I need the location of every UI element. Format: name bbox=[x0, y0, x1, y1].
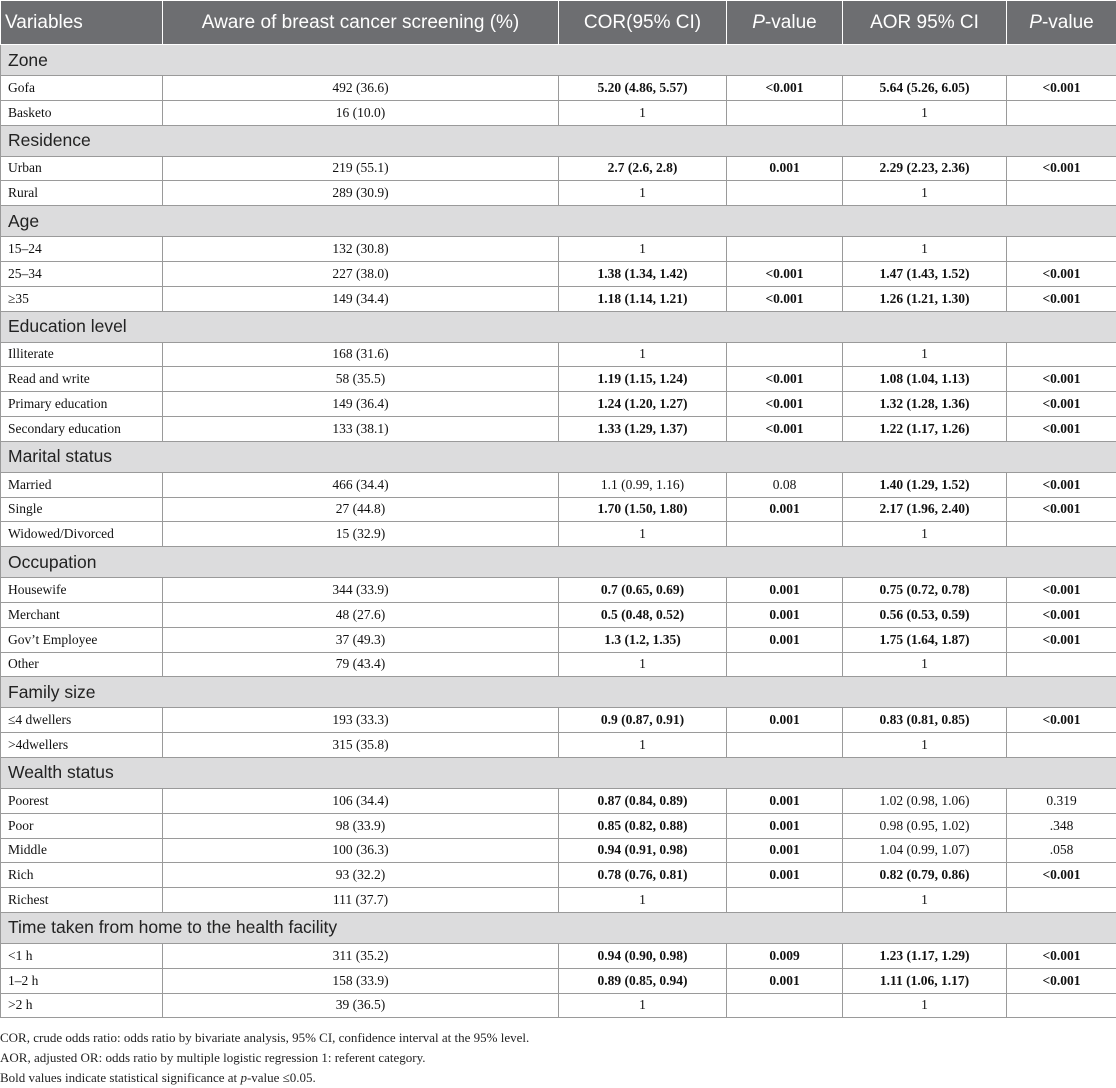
table-row bbox=[1, 788, 1116, 813]
cell-aor: 1.47 (1.43, 1.52) bbox=[843, 261, 1007, 286]
footnote-cor: COR, crude odds ratio: odds ratio by bivariate analysis, 95% CI, confidence interval at the 95% level. bbox=[0, 1030, 530, 1045]
cell-p-value-aor: <0.001 bbox=[1007, 286, 1116, 311]
cell-aor: 1.08 (1.04, 1.13) bbox=[843, 367, 1007, 392]
header-variables: Variables bbox=[1, 1, 163, 45]
cell-p-value-cor: 0.009 bbox=[727, 943, 843, 968]
cell-p-value-aor: <0.001 bbox=[1007, 497, 1116, 522]
footnote-bold bbox=[0, 1068, 1110, 1088]
cell-p-value-cor: <0.001 bbox=[727, 392, 843, 417]
cell-aware: 311 (35.2) bbox=[163, 943, 559, 968]
table-row bbox=[1, 472, 1116, 497]
table-footnotes bbox=[0, 1028, 1110, 1088]
cell-cor: 1 bbox=[559, 237, 727, 262]
cell-p-value-cor: <0.001 bbox=[727, 261, 843, 286]
cell-p-value-cor: 0.001 bbox=[727, 788, 843, 813]
cell-p-value-cor: 0.001 bbox=[727, 578, 843, 603]
cell-p-value-cor bbox=[727, 100, 843, 125]
cell-aware: 48 (27.6) bbox=[163, 602, 559, 627]
cell-aware: 37 (49.3) bbox=[163, 627, 559, 652]
cell-variable-label: Widowed/Divorced bbox=[1, 522, 163, 547]
group-title: Age bbox=[1, 206, 1116, 237]
cell-p-value-aor bbox=[1007, 342, 1116, 367]
cell-aor: 1.40 (1.29, 1.52) bbox=[843, 472, 1007, 497]
cell-variable-label: Married bbox=[1, 472, 163, 497]
cell-p-value-aor: <0.001 bbox=[1007, 156, 1116, 181]
cell-variable-label: Single bbox=[1, 497, 163, 522]
cell-aware: 58 (35.5) bbox=[163, 367, 559, 392]
cell-aor: 0.75 (0.72, 0.78) bbox=[843, 578, 1007, 603]
cell-p-value-cor: 0.001 bbox=[727, 968, 843, 993]
cell-cor: 0.78 (0.76, 0.81) bbox=[559, 863, 727, 888]
cell-variable-label: Gov’t Employee bbox=[1, 627, 163, 652]
cell-p-value-cor: 0.001 bbox=[727, 813, 843, 838]
table-row bbox=[1, 342, 1116, 367]
table-row bbox=[1, 578, 1116, 603]
table-row bbox=[1, 968, 1116, 993]
cell-aware: 289 (30.9) bbox=[163, 181, 559, 206]
header-p-italic: P bbox=[752, 11, 765, 33]
cell-aor: 0.56 (0.53, 0.59) bbox=[843, 602, 1007, 627]
cell-aware: 132 (30.8) bbox=[163, 237, 559, 262]
group-header-row bbox=[1, 311, 1116, 342]
cell-p-value-aor: .058 bbox=[1007, 838, 1116, 863]
cell-p-value-cor: 0.001 bbox=[727, 627, 843, 652]
cell-p-value-aor bbox=[1007, 888, 1116, 913]
group-header-row bbox=[1, 206, 1116, 237]
cell-aware: 193 (33.3) bbox=[163, 708, 559, 733]
cell-cor: 1 bbox=[559, 993, 727, 1018]
cell-p-value-cor bbox=[727, 342, 843, 367]
cell-cor: 1.38 (1.34, 1.42) bbox=[559, 261, 727, 286]
cell-aware: 492 (36.6) bbox=[163, 76, 559, 101]
group-header-row bbox=[1, 677, 1116, 708]
table-row bbox=[1, 838, 1116, 863]
cell-p-value-cor: <0.001 bbox=[727, 76, 843, 101]
cell-variable-label: 15–24 bbox=[1, 237, 163, 262]
cell-variable-label: Poorest bbox=[1, 788, 163, 813]
cell-variable-label: 25–34 bbox=[1, 261, 163, 286]
cell-p-value-cor: <0.001 bbox=[727, 416, 843, 441]
table-row bbox=[1, 863, 1116, 888]
cell-variable-label: ≥35 bbox=[1, 286, 163, 311]
cell-p-value-cor bbox=[727, 888, 843, 913]
cell-variable-label: Primary education bbox=[1, 392, 163, 417]
cell-variable-label: Other bbox=[1, 652, 163, 677]
cell-cor: 0.94 (0.91, 0.98) bbox=[559, 838, 727, 863]
header-aware: Aware of breast cancer screening (%) bbox=[163, 1, 559, 45]
cell-p-value-aor: <0.001 bbox=[1007, 943, 1116, 968]
cell-p-value-cor bbox=[727, 993, 843, 1018]
table-row bbox=[1, 522, 1116, 547]
cell-aware: 93 (32.2) bbox=[163, 863, 559, 888]
cell-cor: 1.24 (1.20, 1.27) bbox=[559, 392, 727, 417]
header-p-rest: -value bbox=[1041, 11, 1094, 33]
cell-p-value-cor: 0.001 bbox=[727, 156, 843, 181]
cell-cor: 1 bbox=[559, 888, 727, 913]
cell-variable-label: Housewife bbox=[1, 578, 163, 603]
group-header-row bbox=[1, 441, 1116, 472]
table-row bbox=[1, 888, 1116, 913]
cell-variable-label: >2 h bbox=[1, 993, 163, 1018]
group-title: Zone bbox=[1, 45, 1116, 76]
cell-cor: 1 bbox=[559, 522, 727, 547]
cell-p-value-aor: <0.001 bbox=[1007, 602, 1116, 627]
cell-cor: 1 bbox=[559, 100, 727, 125]
cell-aor: 1.23 (1.17, 1.29) bbox=[843, 943, 1007, 968]
table-header-row bbox=[1, 1, 1116, 45]
cell-p-value-cor: <0.001 bbox=[727, 367, 843, 392]
cell-aor: 1 bbox=[843, 733, 1007, 758]
cell-cor: 0.9 (0.87, 0.91) bbox=[559, 708, 727, 733]
cell-aware: 344 (33.9) bbox=[163, 578, 559, 603]
cell-aware: 79 (43.4) bbox=[163, 652, 559, 677]
table-row bbox=[1, 497, 1116, 522]
cell-variable-label: Secondary education bbox=[1, 416, 163, 441]
cell-cor: 0.5 (0.48, 0.52) bbox=[559, 602, 727, 627]
cell-aware: 111 (37.7) bbox=[163, 888, 559, 913]
cell-variable-label: Basketo bbox=[1, 100, 163, 125]
cell-aor: 1 bbox=[843, 181, 1007, 206]
cell-aor: 1.75 (1.64, 1.87) bbox=[843, 627, 1007, 652]
cell-aware: 219 (55.1) bbox=[163, 156, 559, 181]
cell-aware: 106 (34.4) bbox=[163, 788, 559, 813]
cell-p-value-aor: <0.001 bbox=[1007, 472, 1116, 497]
cell-p-value-cor: 0.001 bbox=[727, 863, 843, 888]
cell-p-value-aor: <0.001 bbox=[1007, 416, 1116, 441]
cell-aware: 168 (31.6) bbox=[163, 342, 559, 367]
cell-p-value-aor bbox=[1007, 181, 1116, 206]
table-row bbox=[1, 813, 1116, 838]
cell-p-value-aor bbox=[1007, 522, 1116, 547]
cell-aor: 0.83 (0.81, 0.85) bbox=[843, 708, 1007, 733]
table-row bbox=[1, 708, 1116, 733]
cell-aor: 1.32 (1.28, 1.36) bbox=[843, 392, 1007, 417]
cell-p-value-aor: <0.001 bbox=[1007, 367, 1116, 392]
cell-p-value-cor: <0.001 bbox=[727, 286, 843, 311]
cell-variable-label: Urban bbox=[1, 156, 163, 181]
group-title: Time taken from home to the health facility bbox=[1, 912, 1116, 943]
table-row bbox=[1, 76, 1116, 101]
cell-cor: 1 bbox=[559, 652, 727, 677]
cell-p-value-aor: <0.001 bbox=[1007, 627, 1116, 652]
header-p-rest: -value bbox=[764, 11, 817, 33]
table-row bbox=[1, 100, 1116, 125]
cell-aware: 133 (38.1) bbox=[163, 416, 559, 441]
cell-aware: 158 (33.9) bbox=[163, 968, 559, 993]
cell-p-value-cor bbox=[727, 522, 843, 547]
table-row bbox=[1, 156, 1116, 181]
group-header-row bbox=[1, 912, 1116, 943]
cell-aware: 39 (36.5) bbox=[163, 993, 559, 1018]
table-row bbox=[1, 993, 1116, 1018]
cell-aor: 1 bbox=[843, 237, 1007, 262]
cell-p-value-cor: 0.001 bbox=[727, 838, 843, 863]
cell-aware: 15 (32.9) bbox=[163, 522, 559, 547]
cell-p-value-aor: <0.001 bbox=[1007, 76, 1116, 101]
cell-aor: 2.29 (2.23, 2.36) bbox=[843, 156, 1007, 181]
cell-aor: 1 bbox=[843, 522, 1007, 547]
cell-cor: 0.89 (0.85, 0.94) bbox=[559, 968, 727, 993]
cell-p-value-aor bbox=[1007, 652, 1116, 677]
cell-cor: 0.94 (0.90, 0.98) bbox=[559, 943, 727, 968]
cell-cor: 1.3 (1.2, 1.35) bbox=[559, 627, 727, 652]
cell-aor: 1.04 (0.99, 1.07) bbox=[843, 838, 1007, 863]
cell-p-value-cor bbox=[727, 733, 843, 758]
cell-cor: 2.7 (2.6, 2.8) bbox=[559, 156, 727, 181]
footnote-bold-p: p bbox=[240, 1070, 247, 1085]
table-row bbox=[1, 602, 1116, 627]
cell-aor: 5.64 (5.26, 6.05) bbox=[843, 76, 1007, 101]
cell-aor: 2.17 (1.96, 2.40) bbox=[843, 497, 1007, 522]
cell-variable-label: Gofa bbox=[1, 76, 163, 101]
header-p-value-cor bbox=[727, 1, 843, 45]
table-row bbox=[1, 261, 1116, 286]
cell-p-value-cor bbox=[727, 181, 843, 206]
cell-cor: 1.70 (1.50, 1.80) bbox=[559, 497, 727, 522]
cell-aware: 100 (36.3) bbox=[163, 838, 559, 863]
cell-aware: 315 (35.8) bbox=[163, 733, 559, 758]
cell-p-value-aor: <0.001 bbox=[1007, 578, 1116, 603]
cell-aor: 1.22 (1.17, 1.26) bbox=[843, 416, 1007, 441]
header-cor: COR(95% CI) bbox=[559, 1, 727, 45]
cell-variable-label: Poor bbox=[1, 813, 163, 838]
cell-cor: 1.19 (1.15, 1.24) bbox=[559, 367, 727, 392]
group-title: Wealth status bbox=[1, 757, 1116, 788]
cell-p-value-cor bbox=[727, 652, 843, 677]
cell-variable-label: Middle bbox=[1, 838, 163, 863]
cell-p-value-aor: <0.001 bbox=[1007, 708, 1116, 733]
table-row bbox=[1, 237, 1116, 262]
cell-aware: 16 (10.0) bbox=[163, 100, 559, 125]
cell-cor: 0.85 (0.82, 0.88) bbox=[559, 813, 727, 838]
cell-p-value-aor: <0.001 bbox=[1007, 392, 1116, 417]
cell-variable-label: Richest bbox=[1, 888, 163, 913]
cell-p-value-cor: 0.001 bbox=[727, 708, 843, 733]
table-row bbox=[1, 181, 1116, 206]
cell-p-value-aor bbox=[1007, 993, 1116, 1018]
cell-aor: 1 bbox=[843, 652, 1007, 677]
cell-aor: 1.26 (1.21, 1.30) bbox=[843, 286, 1007, 311]
cell-variable-label: Merchant bbox=[1, 602, 163, 627]
cell-variable-label: <1 h bbox=[1, 943, 163, 968]
header-p-value-aor bbox=[1007, 1, 1116, 45]
cell-aor: 1.02 (0.98, 1.06) bbox=[843, 788, 1007, 813]
cell-p-value-cor: 0.001 bbox=[727, 497, 843, 522]
cell-cor: 0.87 (0.84, 0.89) bbox=[559, 788, 727, 813]
cell-aor: 1 bbox=[843, 993, 1007, 1018]
cell-cor: 1.18 (1.14, 1.21) bbox=[559, 286, 727, 311]
cell-p-value-aor bbox=[1007, 100, 1116, 125]
group-title: Education level bbox=[1, 311, 1116, 342]
cell-aware: 227 (38.0) bbox=[163, 261, 559, 286]
cell-p-value-aor: 0.319 bbox=[1007, 788, 1116, 813]
cell-cor: 1.33 (1.29, 1.37) bbox=[559, 416, 727, 441]
cell-aor: 1 bbox=[843, 342, 1007, 367]
table-row bbox=[1, 392, 1116, 417]
group-header-row bbox=[1, 45, 1116, 76]
cell-p-value-cor: 0.001 bbox=[727, 602, 843, 627]
cell-cor: 1 bbox=[559, 733, 727, 758]
cell-aware: 466 (34.4) bbox=[163, 472, 559, 497]
group-title: Occupation bbox=[1, 547, 1116, 578]
footnote-bold-pre: Bold values indicate statistical significance at bbox=[0, 1070, 241, 1085]
cell-variable-label: Rich bbox=[1, 863, 163, 888]
table-row bbox=[1, 733, 1116, 758]
cell-p-value-aor: <0.001 bbox=[1007, 968, 1116, 993]
group-header-row bbox=[1, 125, 1116, 156]
cell-cor: 1 bbox=[559, 181, 727, 206]
cell-variable-label: >4dwellers bbox=[1, 733, 163, 758]
group-title: Family size bbox=[1, 677, 1116, 708]
table-row bbox=[1, 627, 1116, 652]
cell-aor: 0.98 (0.95, 1.02) bbox=[843, 813, 1007, 838]
table-row bbox=[1, 943, 1116, 968]
header-p-italic: P bbox=[1029, 11, 1042, 33]
cell-aor: 1.11 (1.06, 1.17) bbox=[843, 968, 1007, 993]
cell-aware: 149 (34.4) bbox=[163, 286, 559, 311]
cell-p-value-cor bbox=[727, 237, 843, 262]
table-row bbox=[1, 416, 1116, 441]
group-title: Residence bbox=[1, 125, 1116, 156]
cell-p-value-aor bbox=[1007, 733, 1116, 758]
cell-aor: 1 bbox=[843, 888, 1007, 913]
header-aor: AOR 95% CI bbox=[843, 1, 1007, 45]
cell-cor: 5.20 (4.86, 5.57) bbox=[559, 76, 727, 101]
cell-aware: 27 (44.8) bbox=[163, 497, 559, 522]
table-row bbox=[1, 652, 1116, 677]
cell-p-value-aor: <0.001 bbox=[1007, 863, 1116, 888]
group-header-row bbox=[1, 547, 1116, 578]
cell-p-value-cor: 0.08 bbox=[727, 472, 843, 497]
cell-cor: 0.7 (0.65, 0.69) bbox=[559, 578, 727, 603]
table-row bbox=[1, 286, 1116, 311]
cell-variable-label: Illiterate bbox=[1, 342, 163, 367]
cell-p-value-aor: .348 bbox=[1007, 813, 1116, 838]
cell-variable-label: 1–2 h bbox=[1, 968, 163, 993]
footnote-aor: AOR, adjusted OR: odds ratio by multiple logistic regression 1: referent category. bbox=[0, 1050, 426, 1065]
cell-aor: 1 bbox=[843, 100, 1007, 125]
cell-variable-label: ≤4 dwellers bbox=[1, 708, 163, 733]
cell-cor: 1.1 (0.99, 1.16) bbox=[559, 472, 727, 497]
cell-aor: 0.82 (0.79, 0.86) bbox=[843, 863, 1007, 888]
cell-p-value-aor: <0.001 bbox=[1007, 261, 1116, 286]
cell-variable-label: Rural bbox=[1, 181, 163, 206]
footnote-bold-post: -value ≤0.05. bbox=[246, 1070, 316, 1085]
table-row bbox=[1, 367, 1116, 392]
table-body bbox=[1, 45, 1116, 1018]
cell-variable-label: Read and write bbox=[1, 367, 163, 392]
cell-cor: 1 bbox=[559, 342, 727, 367]
group-header-row bbox=[1, 757, 1116, 788]
cell-p-value-aor bbox=[1007, 237, 1116, 262]
group-title: Marital status bbox=[1, 441, 1116, 472]
cell-aware: 98 (33.9) bbox=[163, 813, 559, 838]
cell-aware: 149 (36.4) bbox=[163, 392, 559, 417]
